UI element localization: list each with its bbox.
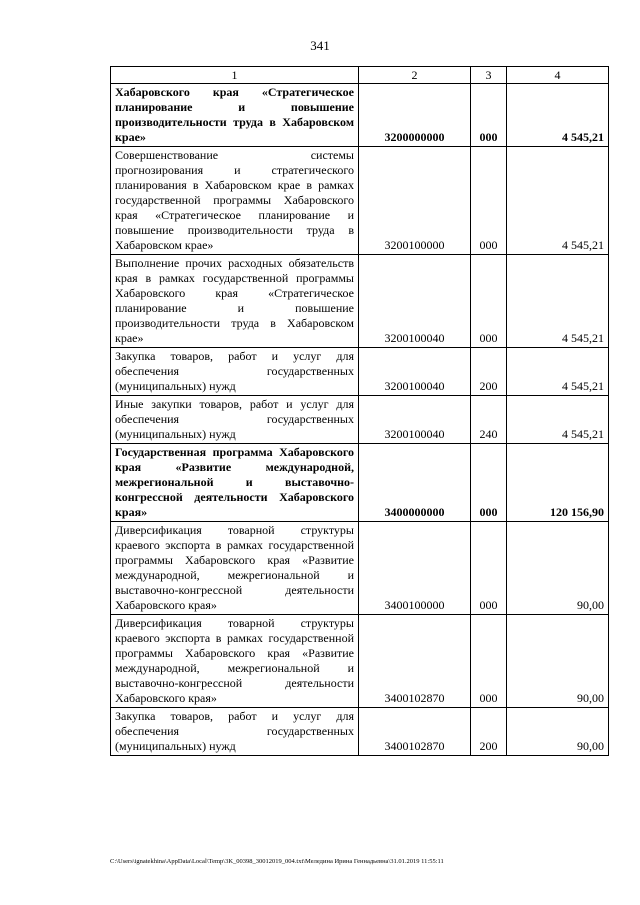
row-group-cell: 200 (471, 708, 507, 756)
row-group-cell: 000 (471, 84, 507, 147)
row-code-cell: 3400100000 (359, 522, 471, 615)
row-amount-cell: 90,00 (507, 522, 609, 615)
row-code-cell: 3200000000 (359, 84, 471, 147)
row-amount-cell: 90,00 (507, 615, 609, 708)
row-group-cell: 000 (471, 522, 507, 615)
column-header-1: 1 (111, 67, 359, 84)
table-row (111, 147, 609, 255)
row-group-cell: 240 (471, 396, 507, 444)
row-amount-cell: 4 545,21 (507, 255, 609, 348)
row-name-cell: Государственная программа Хабаровского края «Развитие международной, межрегиональной и выставочно-конгрессной деятельности Хабаровского края» (111, 444, 359, 522)
row-name-cell: Закупка товаров, работ и услуг для обеспечения государственных (муниципальных) нужд (111, 708, 359, 756)
row-amount-cell: 120 156,90 (507, 444, 609, 522)
table-row (111, 255, 609, 348)
row-code-cell: 3200100040 (359, 396, 471, 444)
row-name-cell: Закупка товаров, работ и услуг для обеспечения государственных (муниципальных) нужд (111, 348, 359, 396)
file-path-footer: C:\Users\ignatekhina\AppData\Local\Temp\3K_00398_30012019_004.txt\Меледина Ирина Геннадьевна\31.01.2019 11:55:11 (110, 858, 444, 865)
row-code-cell: 3200100040 (359, 348, 471, 396)
row-group-cell: 000 (471, 615, 507, 708)
row-amount-cell: 90,00 (507, 708, 609, 756)
row-name-cell: Диверсификация товарной структуры краевого экспорта в рамках государственной программы Хабаровского края «Развитие международной, межрегиональной и выставочно-конгрессной деятельности Хабаровского края» (111, 522, 359, 615)
row-code-cell: 3200100000 (359, 147, 471, 255)
table-row (111, 396, 609, 444)
row-name-cell: Диверсификация товарной структуры краевого экспорта в рамках государственной программы Хабаровского края «Развитие международной, межрегиональной и выставочно-конгрессной деятельности Хабаровского края» (111, 615, 359, 708)
table-header-row (111, 67, 609, 84)
budget-table (110, 66, 609, 756)
row-name-cell: Иные закупки товаров, работ и услуг для обеспечения государственных (муниципальных) нужд (111, 396, 359, 444)
row-name-cell: Хабаровского края «Стратегическое планирование и повышение производительности труда в Хабаровском крае» (111, 84, 359, 147)
row-amount-cell: 4 545,21 (507, 147, 609, 255)
row-code-cell: 3200100040 (359, 255, 471, 348)
row-amount-cell: 4 545,21 (507, 348, 609, 396)
row-group-cell: 200 (471, 348, 507, 396)
table-row (111, 84, 609, 147)
row-name-cell: Совершенствование системы прогнозирования и стратегического планирования в Хабаровском крае в рамках государственной программы Хабаровского края «Стратегическое планирование и повышение производительности труда в Хабаровском крае» (111, 147, 359, 255)
row-group-cell: 000 (471, 444, 507, 522)
table-row (111, 348, 609, 396)
row-amount-cell: 4 545,21 (507, 396, 609, 444)
page-number: 341 (310, 38, 330, 53)
row-group-cell: 000 (471, 255, 507, 348)
column-header-4: 4 (507, 67, 609, 84)
row-group-cell: 000 (471, 147, 507, 255)
table-row (111, 708, 609, 756)
row-name-cell: Выполнение прочих расходных обязательств края в рамках государственной программы Хабаровского края «Стратегическое планирование и повышение производительности труда в Хабаровском крае» (111, 255, 359, 348)
table-row (111, 615, 609, 708)
row-amount-cell: 4 545,21 (507, 84, 609, 147)
column-header-2: 2 (359, 67, 471, 84)
table-row (111, 444, 609, 522)
column-header-3: 3 (471, 67, 507, 84)
row-code-cell: 3400000000 (359, 444, 471, 522)
row-code-cell: 3400102870 (359, 615, 471, 708)
row-code-cell: 3400102870 (359, 708, 471, 756)
table-row (111, 522, 609, 615)
